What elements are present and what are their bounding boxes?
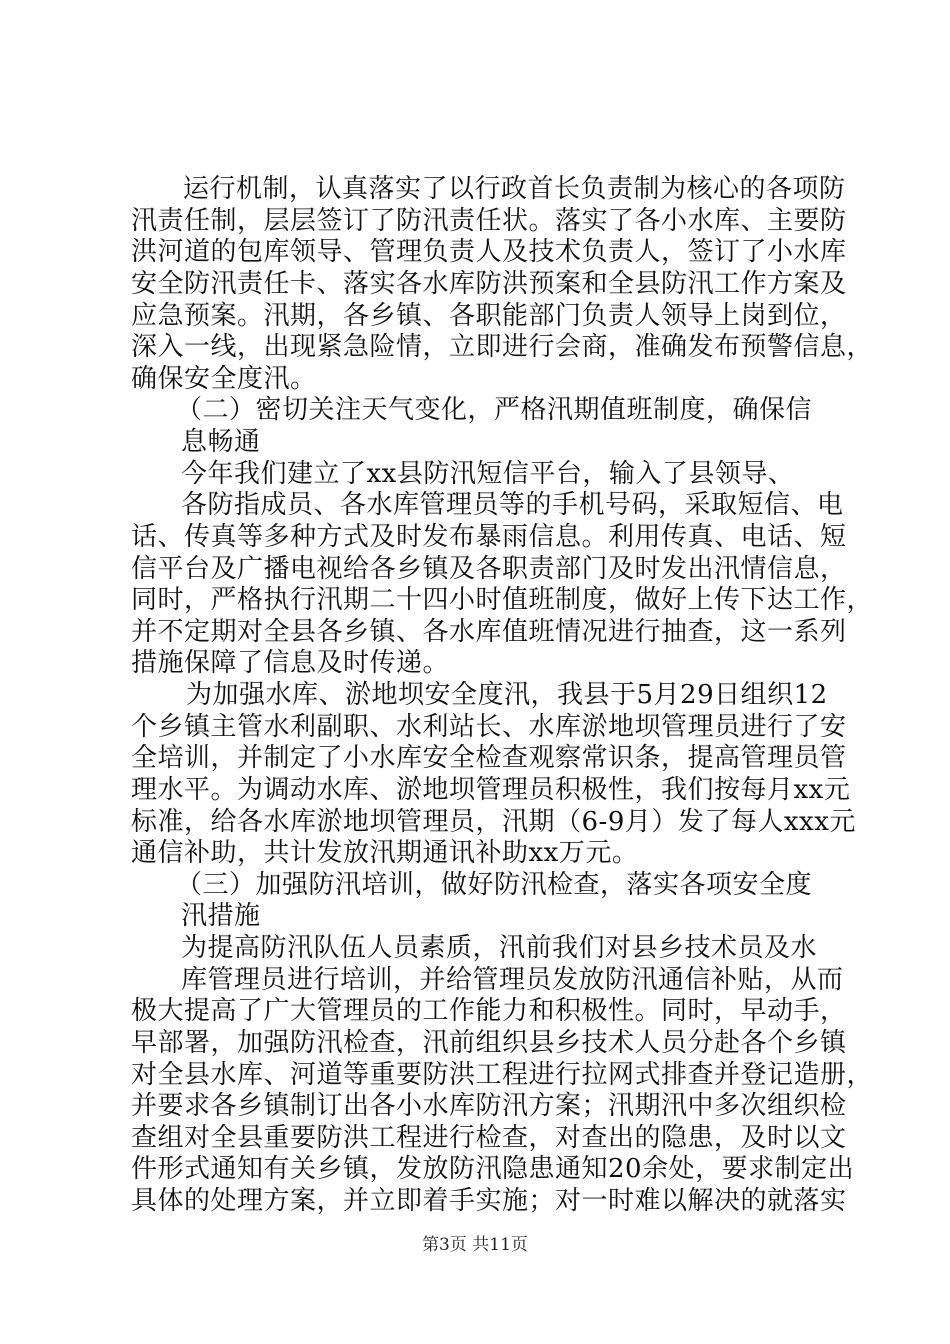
body-line-20: 通信补助，共计发放汛期通讯补助xx万元。 [131,838,639,868]
section-heading-2-line-2: 息畅通 [181,427,261,457]
body-line-19: 标准，给各水库淤地坝管理员，汛期（6-9月）发了每人xxx元 [131,807,856,837]
body-line-29: 具体的处理方案，并立即着手实施；对一时难以解决的就落实 [131,1186,847,1216]
body-line-3: 洪河道的包库领导、管理负责人及技术负责人，签订了小水库 [131,237,847,267]
body-line-9: 各防指成员、各水库管理员等的手机号码，采取短信、电 [181,490,844,520]
body-line-13: 并不定期对全县各乡镇、各水库值班情况进行抽查，这一系列 [131,617,847,647]
body-line-10: 话、传真等多种方式及时发布暴雨信息。利用传真、电话、短 [131,522,847,552]
section-heading-2-line-1: （二）密切关注天气变化，严格汛期值班制度，确保信 [176,395,813,425]
body-line-28: 件形式通知有关乡镇，发放防汛隐患通知20余处，要求制定出 [131,1154,855,1184]
body-line-7: 确保安全度汛。 [131,364,317,394]
body-line-26: 并要求各乡镇制订出各小水库防汛方案；汛期汛中多次组织检 [131,1091,847,1121]
page-footer: 第3页 共11页 [422,1235,528,1255]
section-heading-3-line-2: 汛措施 [181,901,261,931]
body-line-11: 信平台及广播电视给各乡镇及各职责部门及时发出汛情信息， [131,554,847,584]
body-line-27: 查组对全县重要防洪工程进行检查，对查出的隐患，及时以文 [131,1123,847,1153]
body-line-16: 个乡镇主管水利副职、水利站长、水库淤地坝管理员进行了安 [131,712,847,742]
body-line-15: 为加强水库、淤地坝安全度汛，我县于5月29日组织12 [186,680,828,710]
section-heading-3-line-1: （三）加强防汛培训，做好防汛检查，落实各项安全度 [176,870,813,900]
body-line-21: 为提高防汛队伍人员素质，汛前我们对县乡技术员及水 [181,933,818,963]
body-line-22: 库管理员进行培训，并给管理员发放防汛通信补贴，从而 [181,965,844,995]
body-line-18: 理水平。为调动水库、淤地坝管理员积极性，我们按每月xx元 [131,775,851,805]
body-line-12: 同时，严格执行汛期二十四小时值班制度，做好上传下达工作， [131,585,874,615]
body-line-25: 对全县水库、河道等重要防洪工程进行拉网式排查并登记造册， [131,1060,874,1090]
body-line-14: 措施保障了信息及时传递。 [131,648,450,678]
body-line-24: 早部署，加强防汛检查，汛前组织县乡技术人员分赴各个乡镇 [131,1028,847,1058]
body-line-23: 极大提高了广大管理员的工作能力和积极性。同时，早动手， [131,996,847,1026]
body-line-17: 全培训，并制定了小水库安全检查观察常识条，提高管理员管 [131,743,847,773]
body-line-2: 汛责任制，层层签订了防汛责任状。落实了各小水库、主要防 [131,206,847,236]
body-line-5: 应急预案。汛期，各乡镇、各职能部门负责人领导上岗到位， [131,301,847,331]
body-line-1: 运行机制，认真落实了以行政首长负责制为核心的各项防 [183,174,846,204]
body-line-6: 深入一线，出现紧急险情，立即进行会商，准确发布预警信息， [131,332,874,362]
body-line-4: 安全防汛责任卡、落实各水库防洪预案和全县防汛工作方案及 [131,269,847,299]
body-line-8: 今年我们建立了xx县防汛短信平台，输入了县领导、 [181,459,795,489]
